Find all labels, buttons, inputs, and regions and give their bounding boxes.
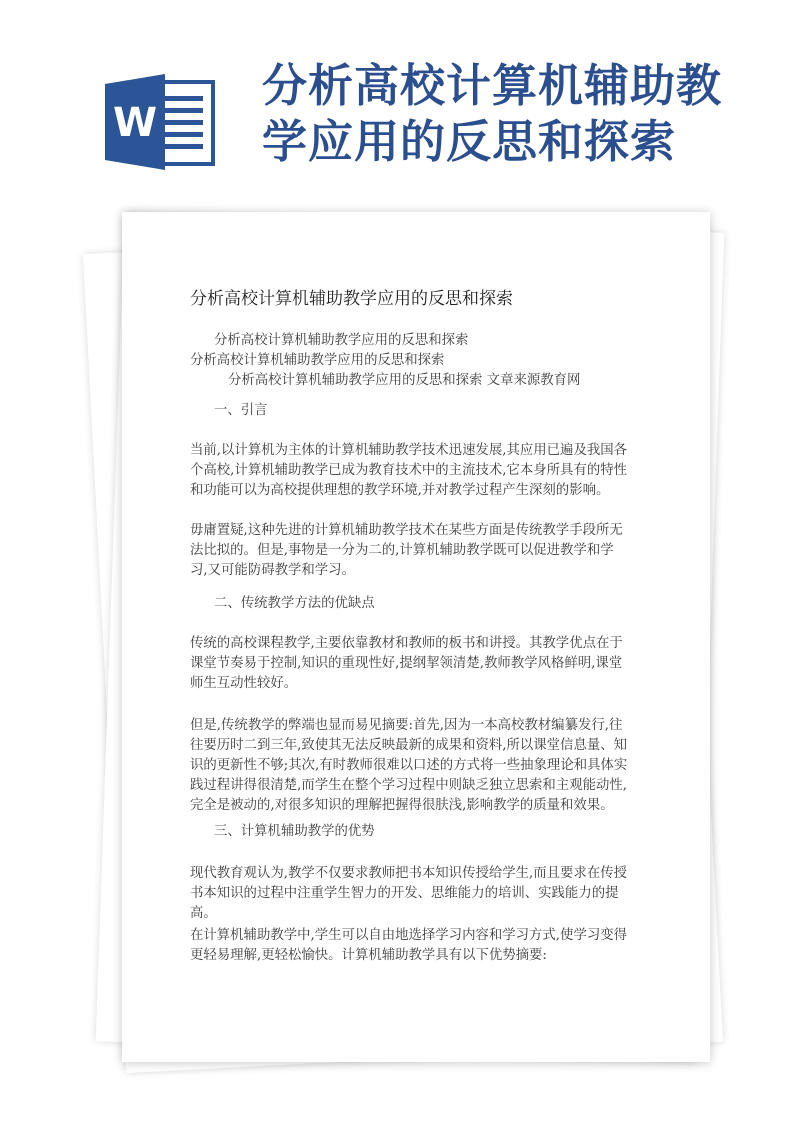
page-title	[262, 58, 762, 170]
section-heading-2: 二、传统教学方法的优缺点	[214, 596, 375, 611]
paragraph-1: 当前,以计算机为主体的计算机辅助教学技术迅速发展,其应用已遍及我国各个高校,计算机辅助教学已成为教育技术中的主流技术,它本身所具有的特性和功能可以为高校提供理想的教学环境,并对教学过程产生深刻的影响。	[190, 443, 628, 498]
word-icon	[105, 72, 217, 172]
section-heading-1: 一、引言	[214, 403, 268, 418]
document-title: 分析高校计算机辅助教学应用的反思和探索	[190, 289, 513, 309]
page-title-line-2: 学应用的反思和探索	[262, 115, 677, 168]
intro-line-3: 分析高校计算机辅助教学应用的反思和探索 文章来源教育网	[228, 373, 581, 388]
header	[0, 0, 800, 200]
intro-line-1: 分析高校计算机辅助教学应用的反思和探索	[214, 333, 469, 348]
intro-line-2: 分析高校计算机辅助教学应用的反思和探索	[190, 353, 445, 368]
paragraph-4: 但是,传统教学的弊端也显而易见摘要:首先,因为一本高校教材编纂发行,往往要历时二到三年,致使其无法反映最新的成果和资料,所以课堂信息量、知识的更新性不够;其次,有时教师很难以口述的方式将一些抽象理论和具体实践过程讲得很清楚,而学生在整个学习过程中则缺乏独立思索和主观能动性,完全是被动的,对很多知识的理解把握得很肤浅,影响教学的质量和效果。	[190, 718, 628, 813]
document-page	[122, 212, 710, 1062]
page-title-line-1: 分析高校计算机辅助教	[262, 59, 723, 112]
paragraph-3: 传统的高校课程教学,主要依靠教材和教师的板书和讲授。其教学优点在于课堂节奏易于控制,知识的重现性好,提纲挈领清楚,教师教学风格鲜明,课堂师生互动性较好。	[190, 636, 623, 691]
section-heading-3: 三、计算机辅助教学的优势	[214, 824, 375, 839]
paragraph-6: 在计算机辅助教学中,学生可以自由地选择学习内容和学习方式,使学习变得更轻易理解,更轻松愉快。计算机辅助教学具有以下优势摘要:	[190, 928, 628, 963]
paragraph-2: 毋庸置疑,这种先进的计算机辅助教学技术在某些方面是传统教学手段所无法比拟的。但是,事物是一分为二的,计算机辅助教学既可以促进教学和学习,又可能防碍教学和学习。	[190, 523, 623, 578]
paragraph-5: 现代教育观认为,教学不仅要求教师把书本知识传授给学生,而且要求在传授书本知识的过程中注重学生智力的开发、思维能力的培训、实践能力的提高。	[190, 866, 628, 921]
word-icon-letter: W	[112, 100, 158, 146]
